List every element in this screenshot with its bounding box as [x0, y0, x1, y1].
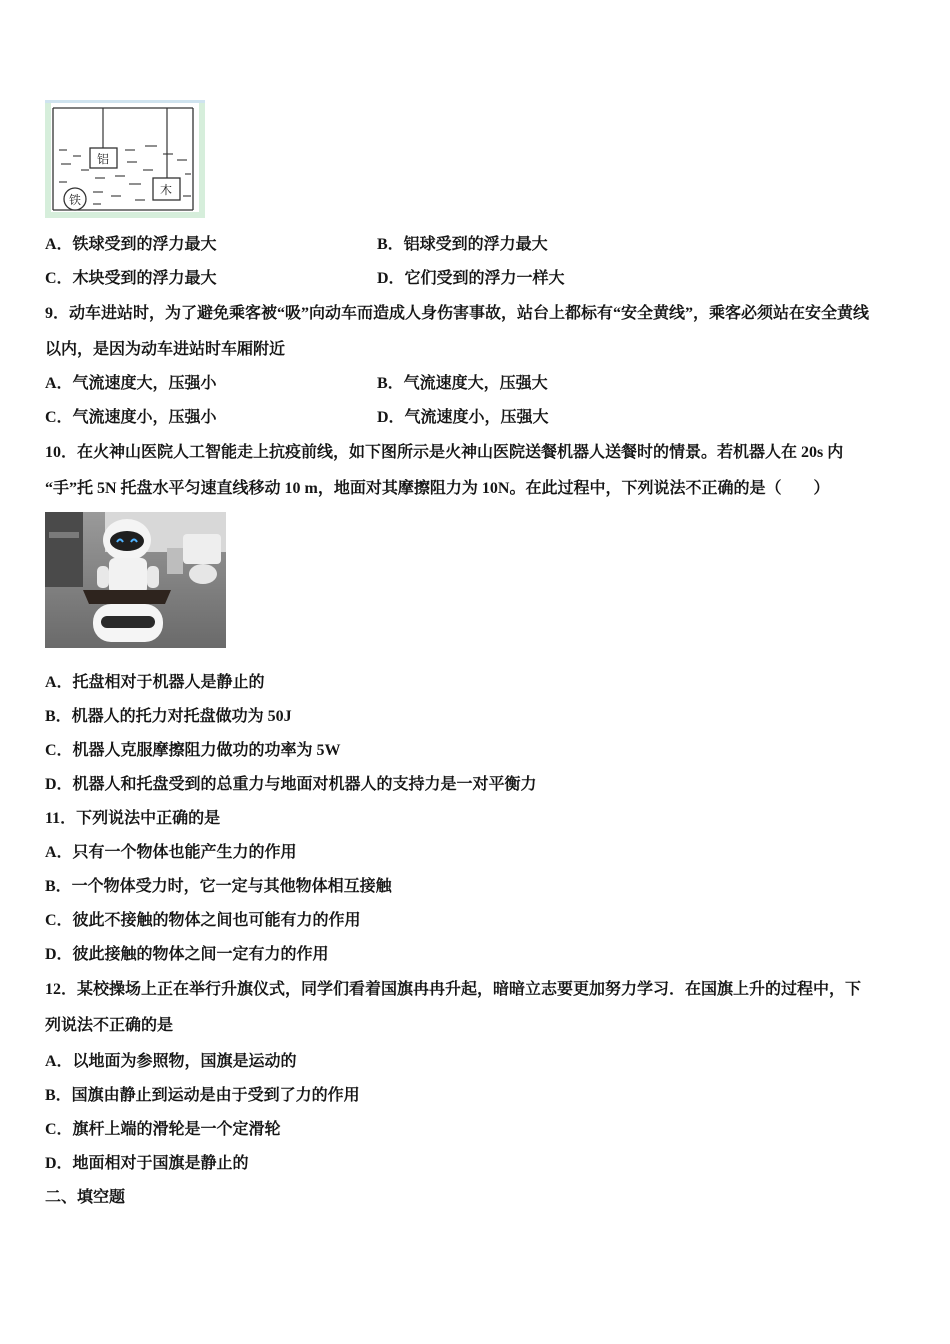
- photo-chair: [167, 548, 183, 574]
- q12-stem-line-2: 列说法不正确的是: [45, 1017, 174, 1034]
- section-title: 二、填空题: [45, 1189, 126, 1206]
- photo-right-device: [189, 564, 217, 584]
- q10-option-b: B．机器人的托力对托盘做功为 50J: [45, 708, 292, 725]
- q9-option-d: D．气流速度小，压强大: [377, 409, 549, 426]
- figure-frame-top: [45, 100, 205, 103]
- q12-stem-line-1: 12．某校操场上正在举行升旗仪式，同学们看着国旗冉冉升起，暗暗立志要更加努力学习．在国旗上升的过程中，下: [45, 981, 862, 998]
- q8-option-d: D．它们受到的浮力一样大: [377, 270, 565, 287]
- q11-option-a: A．只有一个物体也能产生力的作用: [45, 844, 297, 861]
- q10-option-d: D．机器人和托盘受到的总重力与地面对机器人的支持力是一对平衡力: [45, 776, 537, 793]
- q9-option-a: A．气流速度大，压强小: [45, 375, 217, 392]
- robot-arm-left: [97, 566, 109, 588]
- q10-option-c: C．机器人克服摩擦阻力做功的功率为 5W: [45, 742, 341, 759]
- aluminum-label: 铝: [97, 152, 110, 166]
- q9-option-c: C．气流速度小，压强小: [45, 409, 217, 426]
- robot-tray: [83, 590, 171, 604]
- q12-option-a: A．以地面为参照物，国旗是运动的: [45, 1053, 297, 1070]
- q10-stem-line-2: “手”托 5N 托盘水平匀速直线移动 10 m，地面对其摩擦阻力为 10N。在此过程中，下列说法不正确的是（ ）: [45, 480, 830, 497]
- q10-stem-line-1: 10．在火神山医院人工智能走上抗疫前线，如下图所示是火神山医院送餐机器人送餐时的情景。若机器人在 20s 内: [45, 444, 844, 461]
- figure-frame-left: [45, 100, 51, 218]
- wood-label: 木: [160, 183, 173, 197]
- q8-option-b: B．铝球受到的浮力最大: [377, 236, 548, 253]
- photo-right-appliance: [183, 534, 221, 564]
- figure-frame-right: [199, 100, 205, 218]
- q12-option-c: C．旗杆上端的滑轮是一个定滑轮: [45, 1121, 281, 1138]
- robot-base-band: [101, 616, 155, 628]
- q12-option-b: B．国旗由静止到运动是由于受到了力的作用: [45, 1087, 360, 1104]
- robot-face: [110, 531, 144, 551]
- q11-option-b: B．一个物体受力时，它一定与其他物体相互接触: [45, 878, 392, 895]
- photo-left-shelf: [49, 532, 79, 538]
- q11-option-c: C．彼此不接触的物体之间也可能有力的作用: [45, 912, 361, 929]
- q12-option-d: D．地面相对于国旗是静止的: [45, 1155, 249, 1172]
- q10-option-a: A．托盘相对于机器人是静止的: [45, 674, 265, 691]
- q11-stem: 11．下列说法中正确的是: [45, 810, 221, 827]
- q11-option-d: D．彼此接触的物体之间一定有力的作用: [45, 946, 329, 963]
- robot-body: [109, 558, 147, 594]
- photo-left-cabinet: [45, 512, 83, 587]
- q8-option-c: C．木块受到的浮力最大: [45, 270, 217, 287]
- q9-stem-line-2: 以内，是因为动车进站时车厢附近: [45, 341, 286, 358]
- q8-option-a: A．铁球受到的浮力最大: [45, 236, 217, 253]
- q9-option-b: B．气流速度大，压强大: [377, 375, 548, 392]
- robot-photo: [45, 512, 226, 648]
- robot-arm-right: [147, 566, 159, 588]
- iron-label: 铁: [69, 193, 82, 207]
- q9-stem-line-1: 9．动车进站时，为了避免乘客被“吸”向动车而造成人身伤害事故，站台上都标有“安全黄线”，乘客必须站在安全黄线: [45, 305, 870, 322]
- figure-frame-bottom: [45, 212, 205, 218]
- buoyancy-diagram: [45, 100, 205, 218]
